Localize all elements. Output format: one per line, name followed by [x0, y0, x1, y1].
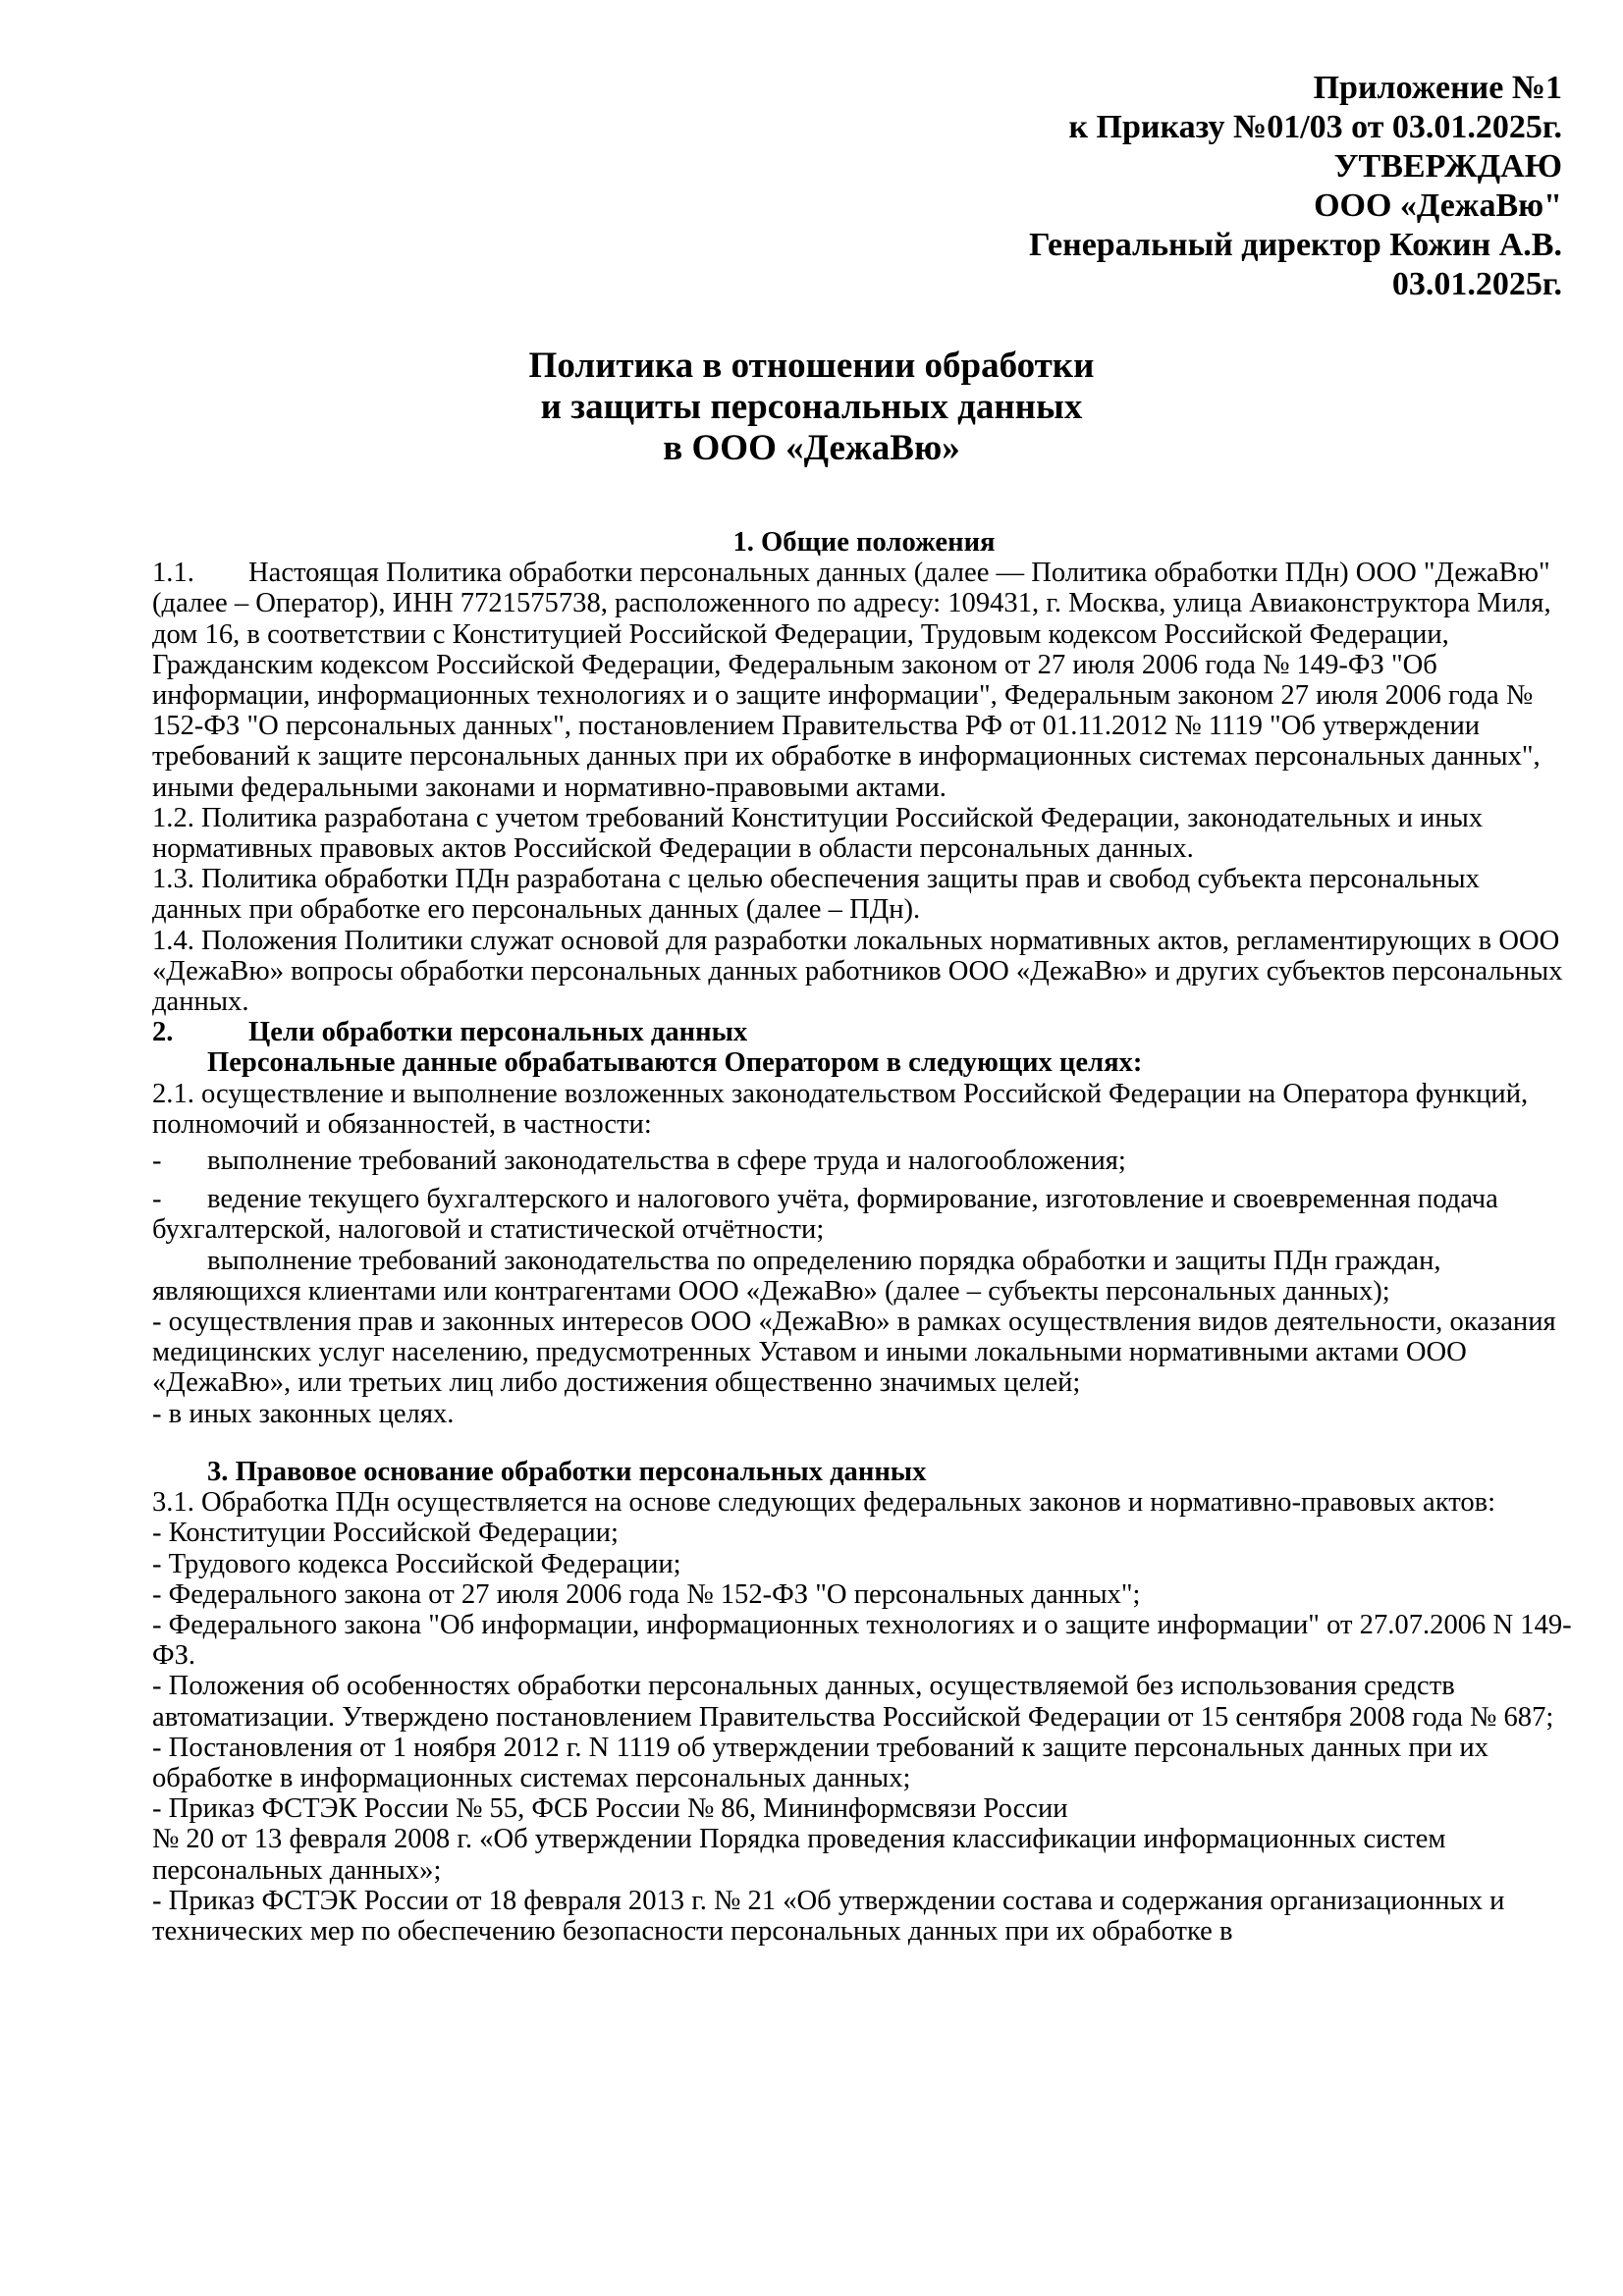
section-3-heading: 3. Правовое основание обработки персональных данных [207, 1456, 927, 1487]
title-line-1: Политика в отношении обработки [528, 346, 1095, 386]
paragraph-number: 1.1. [152, 558, 194, 589]
approval-date: 03.01.2025г. [1391, 266, 1562, 302]
list-item [152, 1184, 1576, 1245]
title-line-2: и защиты персональных данных [540, 387, 1083, 427]
paragraph-2-1: 2.1. осуществление и выполнение возложенных законодательством Российской Федерации на Оператора функций, полномочий и обязанностей, в частности: [152, 1078, 1529, 1140]
list-item: - в иных законных целях. [152, 1398, 455, 1429]
list-item: выполнение требований законодательства по определению порядка обработки и защиты ПДн граждан, являющихся клиентами или контрагентами ООО «ДежаВю» (далее – субъекты персональных данных); [152, 1245, 1441, 1307]
paragraph-1-2: 1.2. Политика разработана с учетом требований Конституции Российской Федерации, законодательных и иных нормативных правовых актов Российской Федерации в области персональных данных. [152, 802, 1484, 865]
list-item: - Постановления от 1 ноября 2012 г. N 1119 об утверждении требований к защите персональных данных при их обработке в информационных системах персональных данных; [152, 1732, 1488, 1793]
paragraph-1-3: 1.3. Политика обработки ПДн разработана с целью обеспечения защиты прав и свобод субъекта персональных данных при обработке его персональных данных (далее – ПДн). [152, 864, 1480, 926]
paragraph-1-4: 1.4. Положения Политики служат основой для разработки локальных нормативных актов, регламентирующих в ООО «ДежаВю» вопросы обработки персональных данных работников ООО «ДежаВю» и других субъектов персональных данных. [152, 925, 1563, 1018]
section-2-subheading: Персональные данные обрабатываются Оператором в следующих целях: [207, 1047, 1143, 1079]
order-reference: к Приказу №01/03 от 03.01.2025г. [1068, 109, 1562, 145]
list-item: - Положения об особенностях обработки персональных данных, осуществляемой без использования средств автоматизации. Утверждено постановлением Правительства Российской Федерации от 15 сентября 2008 года № 687; [152, 1671, 1554, 1733]
section-2-heading [152, 1017, 1576, 1047]
section-heading-text: Цели обработки персональных данных [248, 1017, 748, 1048]
list-item: - Федерального закона от 27 июля 2006 года № 152-ФЗ "О персональных данных"; [152, 1578, 1141, 1610]
spacer [152, 1429, 1576, 1457]
paragraph-text: Настоящая Политика обработки персональных данных (далее — Политика обработки ПДн) ООО "ДежаВю" (далее – Оператор), ИНН 7721575738, расположенного по адресу: 109431, г. Москва, улица Авиаконструктора Миля, дом 16, в соответствии с Конституцией Российской Федерации, Трудовым кодексом Российской Федерации, Гражданским кодексом Российской Федерации, Федеральным законом от 27 июля 2006 года № 149-ФЗ "Об информации, информационных технологиях и о защите информации", Федеральным законом 27 июля 2006 года № 152-ФЗ "О персональных данных", постановлением Правительства РФ от 01.11.2012 № 1119 "Об утверждении требований к защите персональных данных при их обработке в информационных системах персональных данных", иными федеральными законами и нормативно-правовыми актами. [152, 558, 1551, 803]
list-item: - Приказ ФСТЭК России от 18 февраля 2013 г. № 21 «Об утверждении состава и содержания организационных и технических мер по обеспечению безопасности персональных данных при их обработке в [152, 1885, 1505, 1947]
approval-block [1029, 69, 1562, 304]
list-item-text: ведение текущего бухгалтерского и налогового учёта, формирование, изготовление и своевременная подача бухгалтерской, налоговой и статистической отчётности; [152, 1184, 1498, 1246]
title-line-3: в ООО «ДежаВю» [663, 428, 960, 468]
list-item: - Федерального закона "Об информации, информационных технологиях и о защите информации" от 27.07.2006 N 149-ФЗ. [152, 1609, 1572, 1672]
section-1-heading: 1. Общие положения [732, 527, 996, 558]
document-title [0, 346, 1623, 469]
company-name: ООО «ДежаВю" [1314, 187, 1562, 224]
list-item: - Приказ ФСТЭК России № 55, ФСБ России № 86, Мининформсвязи России [152, 1793, 1068, 1825]
list-item: - Трудового кодекса Российской Федерации; [152, 1548, 681, 1579]
director-name: Генеральный директор Кожин А.В. [1028, 227, 1562, 263]
list-item-text: выполнение требований законодательства в сфере труда и налогообложения; [207, 1146, 1126, 1177]
section-number: 2. [152, 1017, 174, 1048]
appendix-label: Приложение №1 [1313, 70, 1562, 106]
paragraph-1-1 [152, 558, 1576, 803]
dash-marker: - [152, 1146, 162, 1177]
list-item: - осуществления прав и законных интересов ООО «ДежаВю» в рамках осуществления видов деятельности, оказания медицинских услуг населению, предусмотренных Уставом и иными локальными нормативными актами ООО «ДежаВю», или третьих лиц либо достижения общественно значимых целей; [152, 1307, 1556, 1399]
approve-label: УТВЕРЖДАЮ [1333, 148, 1562, 185]
paragraph-3-1: 3.1. Обработка ПДн осуществляется на основе следующих федеральных законов и нормативно-правовых актов: [152, 1487, 1496, 1519]
list-item [152, 1146, 1576, 1176]
document-body [152, 527, 1576, 1947]
list-item: - Конституции Российской Федерации; [152, 1518, 619, 1549]
list-item: № 20 от 13 февраля 2008 г. «Об утверждении Порядка проведения классификации информационных систем персональных данных»; [152, 1824, 1446, 1886]
dash-marker: - [152, 1184, 162, 1215]
